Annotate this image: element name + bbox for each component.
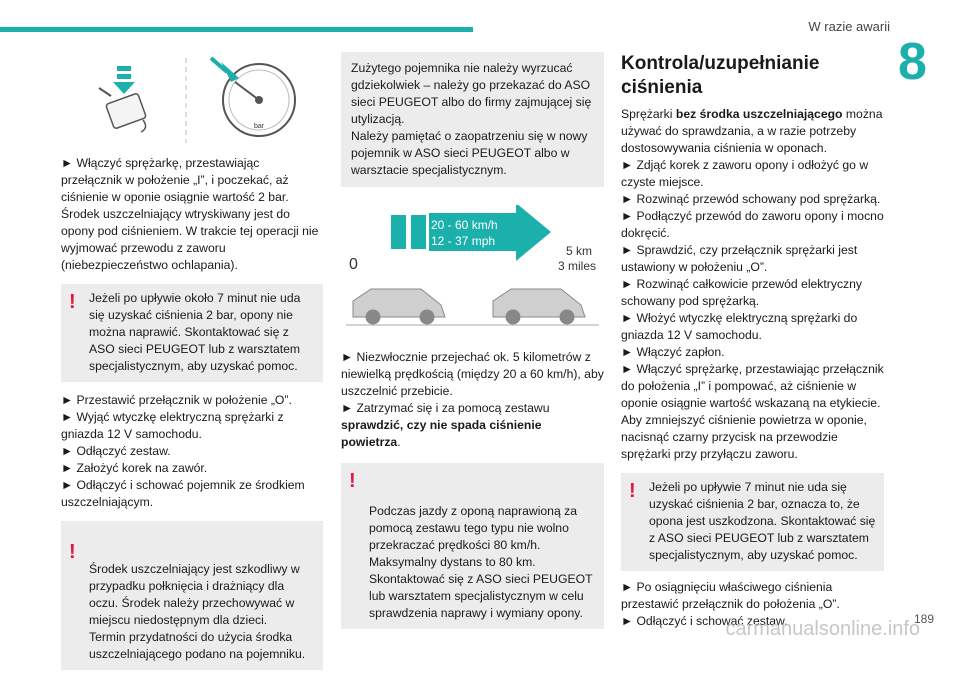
list-item: ► Włączyć sprężarkę, przestawiając przełącznik do położenia „I” i pompować, aż ciśnienie w oponie osiągnie wartość wskazaną na etykiecie. Aby zmniejszyć ciśnienie powietrza w oponie, nacisnąć czarny przycisk na przewodzie sprężarki przy przyłączu zaworu. <box>621 362 884 461</box>
warning-box <box>621 473 884 571</box>
list-item: ► Włożyć wtyczkę elektryczną sprężarki do gniazda 12 V samochodu. <box>621 311 858 342</box>
switch-icon <box>99 66 146 132</box>
list-item: ► Wyjąć wtyczkę elektryczną sprężarki z gniazda 12 V samochodu. <box>61 410 284 441</box>
warning-icon: ! <box>69 291 76 313</box>
list-item: ► Założyć korek na zawór. <box>61 461 208 475</box>
intro-bold: bez środka uszczelniającego <box>675 107 843 121</box>
list-item: ► Zdjąć korek z zaworu opony i odłożyć go w czyste miejsce. <box>621 158 869 189</box>
list-item: ► Po osiągnięciu właściwego ciśnienia przestawić przełącznik do położenia „O”. <box>621 580 840 611</box>
warning-box <box>61 284 323 382</box>
warning-text: Podczas jazdy z oponą naprawioną za pomocą zestawu tego typu nie wolno przekraczać prędkości 80 km/h. Maksymalny dystans to 80 km. Skontaktować się z ASO sieci PEUGEOT lub warsztatem specjalistycznym w celu sprawdzenia naprawy i wymiany opony. <box>369 504 593 620</box>
chapter-number: 8 <box>885 35 940 90</box>
step-text <box>341 400 604 451</box>
page-number: 189 <box>913 612 934 626</box>
column-3 <box>621 52 884 630</box>
warning-text: Jeżeli po upływie 7 minut nie uda się uzyskać ciśnienia 2 bar, oznacza to, że opona jest uszkodzona. Skontaktować się z ASO sieci PEUGEOT lub z warsztatem specjalistycznym, aby uzyskać pomoc. <box>649 480 876 562</box>
distance-miles: 3 miles <box>558 259 597 273</box>
warning-icon: ! <box>349 470 356 492</box>
watermark: carmanualsonline.info <box>725 618 920 640</box>
step-text: ► Niezwłocznie przejechać ok. 5 kilometrów z niewielką prędkością (między 20 a 60 km/h), aby uszczelnić przebicie. <box>341 350 604 398</box>
speed-kmh: 20 - 60 km/h <box>431 218 498 232</box>
warning-icon: ! <box>69 541 76 563</box>
step-text: ► Włączyć sprężarkę, przestawiając przełącznik w położenie „I”, i poczekać, aż ciśnienie w oponie osiągnie wartość 2 bar. Środek uszczelniający wtryskiwany jest do opony pod ciśnieniem. W trakcie tej operacji nie wyjmować przewodu z zaworu (niebezpieczeństwo ochlapania). <box>61 156 319 272</box>
section-title: W razie awarii <box>808 19 890 34</box>
list-item: ► Rozwinąć przewód schowany pod sprężarką. <box>621 192 881 206</box>
list-item: ► Włączyć zapłon. <box>621 345 725 359</box>
pressure-gauge-icon <box>211 58 295 136</box>
driving-illustration <box>341 205 604 330</box>
list-item: ► Przestawić przełącznik w położenie „O”. <box>61 393 292 407</box>
column-1 <box>61 48 323 678</box>
info-box: Zużytego pojemnika nie należy wyrzucać gdziekolwiek – należy go przekazać do ASO sieci PEUGEOT albo do firmy zajmującej się utylizacją. Należy pamiętać o zaopatrzeniu się w nowy pojemnik w ASO sieci PEUGEOT albo w warsztacie specjalistycznym. <box>341 52 604 187</box>
column-2 <box>341 52 604 637</box>
warning-text: Jeżeli po upływie około 7 minut nie uda się uzyskać ciśnienia 2 bar, opony nie można naprawić. Skontaktować się z ASO sieci PEUGEOT lub z warsztatem specjalistycznym, aby uzyskać pomoc. <box>89 291 301 373</box>
list-item: ► Sprawdzić, czy przełącznik sprężarki jest ustawiony w położeniu „O”. <box>621 243 858 274</box>
speed-mph: 12 - 37 mph <box>431 234 496 248</box>
intro-text <box>621 106 884 157</box>
car-icon <box>493 289 585 324</box>
warning-icon: ! <box>629 480 636 502</box>
car-icon <box>353 289 445 324</box>
warning-box <box>61 521 323 670</box>
list-item: ► Podłączyć przewód do zaworu opony i mocno dokręcić. <box>621 209 884 240</box>
step-text-part: . <box>397 435 401 449</box>
list-item: ► Odłączyć i schować pojemnik ze środkiem uszczelniającym. <box>61 478 305 509</box>
start-distance: 0 <box>349 256 358 273</box>
compressor-illustration <box>61 48 323 148</box>
intro-part: można używać do sprawdzania, a w razie potrzeby dostosowywania ciśnienia w oponach. <box>621 107 883 155</box>
list-item: ► Rozwinąć całkowicie przewód elektryczny schowany pod sprężarką. <box>621 277 863 308</box>
instruction-list <box>621 157 884 463</box>
intro-part: Sprężarki <box>621 107 676 121</box>
step-text-bold: sprawdzić, czy nie spada ciśnienie powietrza <box>341 418 542 449</box>
gauge-unit-label: bar <box>253 123 265 130</box>
list-item: ► Odłączyć i schować zestaw. <box>621 614 788 628</box>
header-accent-bar <box>0 27 473 32</box>
warning-text: Środek uszczelniający jest szkodliwy w przypadku połknięcia i drażniący dla oczu. Środek należy przechowywać w miejscu niedostępnym dla dzieci. Termin przydatności do użycia środka uszczelniającego podano na pojemniku. <box>89 562 306 661</box>
instruction-list <box>61 392 323 511</box>
distance-km: 5 km <box>566 244 593 258</box>
step-text-part: ► Zatrzymać się i za pomocą zestawu <box>341 401 550 415</box>
warning-box <box>341 463 604 629</box>
section-heading: Kontrola/uzupełnianie ciśnienia <box>621 53 820 98</box>
list-item: ► Odłączyć zestaw. <box>61 444 171 458</box>
